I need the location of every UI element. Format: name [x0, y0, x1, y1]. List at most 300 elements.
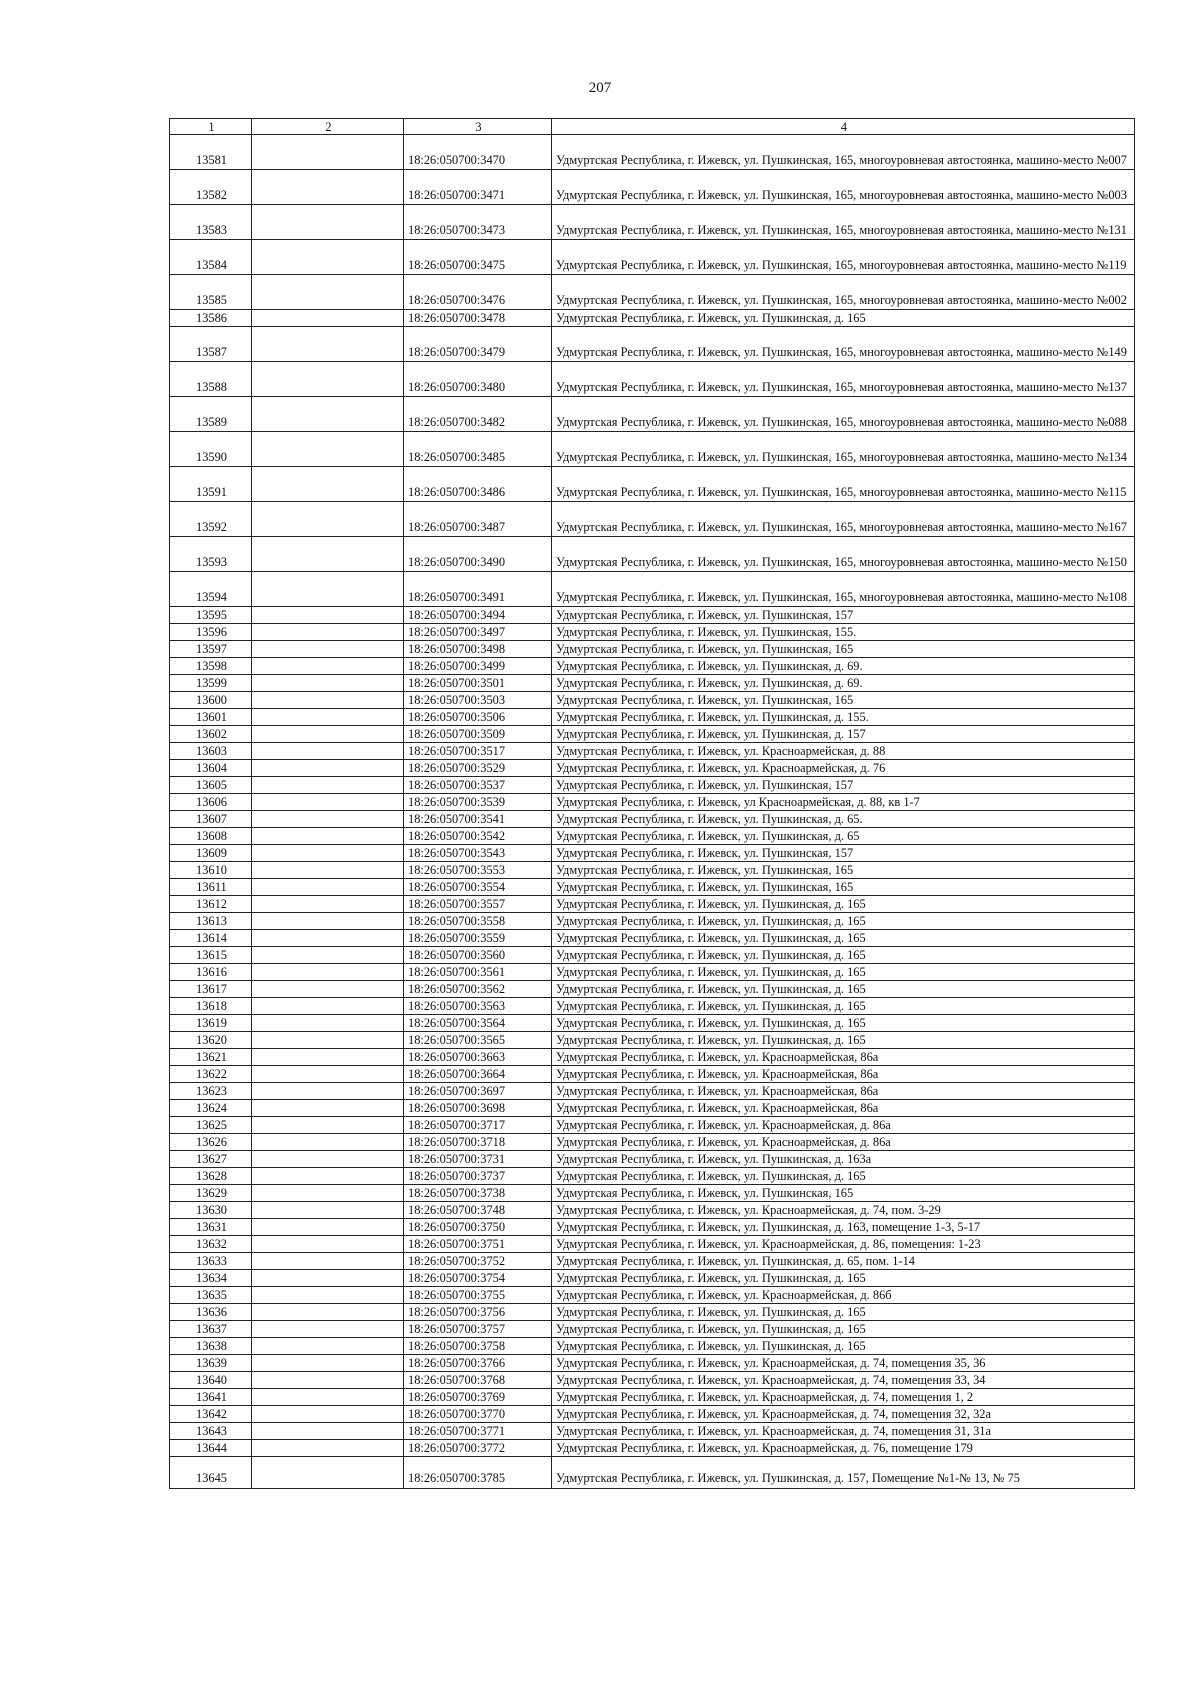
address-cell: Удмуртская Республика, г. Ижевск, ул. Пушкинская, 165, многоуровневая автостоянка, машино-место №149 [552, 327, 1135, 362]
table-row [170, 913, 1135, 930]
column-2-cell [252, 1406, 404, 1423]
address-cell: Удмуртская Республика, г. Ижевск, ул. Пушкинская, 165, многоуровневая автостоянка, машино-место №150 [552, 537, 1135, 572]
address-cell: Удмуртская Республика, г. Ижевск, ул. Красноармейская, д. 88 [552, 743, 1135, 760]
address-cell: Удмуртская Республика, г. Ижевск, ул. Пушкинская, д. 165 [552, 998, 1135, 1015]
page-number: 207 [588, 80, 612, 96]
cadastral-number-cell: 18:26:050700:3731 [404, 1151, 552, 1168]
row-number-cell: 13620 [170, 1032, 252, 1049]
address-cell: Удмуртская Республика, г. Ижевск, ул. Пушкинская, д. 165 [552, 1168, 1135, 1185]
table-row [170, 1304, 1135, 1321]
column-2-cell [252, 275, 404, 310]
cadastral-number-cell: 18:26:050700:3487 [404, 502, 552, 537]
column-2-cell [252, 432, 404, 467]
column-2-cell [252, 624, 404, 641]
table-row [170, 327, 1135, 362]
address-cell: Удмуртская Республика, г. Ижевск, ул. Красноармейская, 86а [552, 1083, 1135, 1100]
address-cell: Удмуртская Республика, г. Ижевск, ул. Пушкинская, д. 165 [552, 896, 1135, 913]
column-2-cell [252, 1134, 404, 1151]
table-row [170, 964, 1135, 981]
cadastral-number-cell: 18:26:050700:3564 [404, 1015, 552, 1032]
cadastral-number-cell: 18:26:050700:3541 [404, 811, 552, 828]
cadastral-number-cell: 18:26:050700:3503 [404, 692, 552, 709]
cadastral-number-cell: 18:26:050700:3563 [404, 998, 552, 1015]
table-row [170, 981, 1135, 998]
cadastral-number-cell: 18:26:050700:3748 [404, 1202, 552, 1219]
table-row [170, 170, 1135, 205]
column-2-cell [252, 1083, 404, 1100]
cadastral-number-cell: 18:26:050700:3558 [404, 913, 552, 930]
table-row [170, 692, 1135, 709]
address-cell: Удмуртская Республика, г. Ижевск, ул. Красноармейская, д. 74, помещения 33, 34 [552, 1372, 1135, 1389]
column-2-cell [252, 1440, 404, 1457]
cadastral-number-cell: 18:26:050700:3785 [404, 1457, 552, 1489]
address-cell: Удмуртская Республика, г. Ижевск, ул. Красноармейская, д. 76 [552, 760, 1135, 777]
table-row [170, 1355, 1135, 1372]
column-2-cell [252, 1202, 404, 1219]
row-number-cell: 13638 [170, 1338, 252, 1355]
address-cell: Удмуртская Республика, г. Ижевск, ул. Пушкинская, д. 163а [552, 1151, 1135, 1168]
address-cell: Удмуртская Республика, г. Ижевск, ул. Пушкинская, 165, многоуровневая автостоянка, машино-место №003 [552, 170, 1135, 205]
cadastral-number-cell: 18:26:050700:3768 [404, 1372, 552, 1389]
cadastral-number-cell: 18:26:050700:3565 [404, 1032, 552, 1049]
table-row [170, 1423, 1135, 1440]
table-row [170, 1372, 1135, 1389]
column-2-cell [252, 467, 404, 502]
column-2-cell [252, 205, 404, 240]
table-row [170, 397, 1135, 432]
address-cell: Удмуртская Республика, г. Ижевск, ул. Пушкинская, д. 165 [552, 1015, 1135, 1032]
cadastral-number-cell: 18:26:050700:3542 [404, 828, 552, 845]
row-number-cell: 13634 [170, 1270, 252, 1287]
address-cell: Удмуртская Республика, г. Ижевск, ул. Пушкинская, 165 [552, 641, 1135, 658]
row-number-cell: 13619 [170, 1015, 252, 1032]
table-row [170, 572, 1135, 607]
cadastral-number-cell: 18:26:050700:3561 [404, 964, 552, 981]
table-row [170, 777, 1135, 794]
row-number-cell: 13592 [170, 502, 252, 537]
table-row [170, 1151, 1135, 1168]
cadastral-number-cell: 18:26:050700:3751 [404, 1236, 552, 1253]
column-2-cell [252, 998, 404, 1015]
address-cell: Удмуртская Республика, г. Ижевск, ул. Пушкинская, 165, многоуровневая автостоянка, машино-место №167 [552, 502, 1135, 537]
column-2-cell [252, 862, 404, 879]
column-2-cell [252, 1151, 404, 1168]
column-2-cell [252, 981, 404, 998]
cadastral-number-cell: 18:26:050700:3501 [404, 675, 552, 692]
row-number-cell: 13617 [170, 981, 252, 998]
table-row [170, 641, 1135, 658]
table-row [170, 1032, 1135, 1049]
table-row [170, 828, 1135, 845]
address-cell: Удмуртская Республика, г. Ижевск, ул. Пушкинская, 165, многоуровневая автостоянка, машино-место №007 [552, 135, 1135, 170]
address-cell: Удмуртская Республика, г. Ижевск, ул. Пушкинская, д. 165 [552, 947, 1135, 964]
table-row [170, 811, 1135, 828]
cadastral-number-cell: 18:26:050700:3769 [404, 1389, 552, 1406]
row-number-cell: 13636 [170, 1304, 252, 1321]
address-cell: Удмуртская Республика, г. Ижевск, ул. Пушкинская, д. 157 [552, 726, 1135, 743]
address-cell: Удмуртская Республика, г. Ижевск, ул. Пушкинская, д. 165 [552, 1270, 1135, 1287]
cadastral-number-cell: 18:26:050700:3770 [404, 1406, 552, 1423]
cadastral-number-cell: 18:26:050700:3752 [404, 1253, 552, 1270]
address-cell: Удмуртская Республика, г. Ижевск, ул. Красноармейская, д. 74, помещения 1, 2 [552, 1389, 1135, 1406]
row-number-cell: 13603 [170, 743, 252, 760]
cadastral-number-cell: 18:26:050700:3491 [404, 572, 552, 607]
row-number-cell: 13608 [170, 828, 252, 845]
row-number-cell: 13584 [170, 240, 252, 275]
cadastral-number-cell: 18:26:050700:3473 [404, 205, 552, 240]
cadastral-number-cell: 18:26:050700:3509 [404, 726, 552, 743]
row-number-cell: 13591 [170, 467, 252, 502]
column-2-cell [252, 1049, 404, 1066]
column-2-cell [252, 310, 404, 327]
cadastral-number-cell: 18:26:050700:3476 [404, 275, 552, 310]
column-2-cell [252, 641, 404, 658]
table-row [170, 1457, 1135, 1489]
table-row [170, 1134, 1135, 1151]
row-number-cell: 13611 [170, 879, 252, 896]
address-cell: Удмуртская Республика, г. Ижевск, ул. Пушкинская, д. 165 [552, 930, 1135, 947]
column-2-cell [252, 964, 404, 981]
row-number-cell: 13599 [170, 675, 252, 692]
table-row [170, 1406, 1135, 1423]
column-2-cell [252, 327, 404, 362]
row-number-cell: 13612 [170, 896, 252, 913]
cadastral-number-cell: 18:26:050700:3757 [404, 1321, 552, 1338]
column-2-cell [252, 709, 404, 726]
address-cell: Удмуртская Республика, г. Ижевск, ул. Красноармейская, д. 86а [552, 1134, 1135, 1151]
row-number-cell: 13633 [170, 1253, 252, 1270]
row-number-cell: 13586 [170, 310, 252, 327]
column-2-cell [252, 397, 404, 432]
table-row [170, 1202, 1135, 1219]
row-number-cell: 13635 [170, 1287, 252, 1304]
row-number-cell: 13582 [170, 170, 252, 205]
address-cell: Удмуртская Республика, г. Ижевск, ул. Красноармейская, д. 86б [552, 1287, 1135, 1304]
table-row [170, 467, 1135, 502]
table-row [170, 879, 1135, 896]
table-row [170, 362, 1135, 397]
row-number-cell: 13623 [170, 1083, 252, 1100]
row-number-cell: 13610 [170, 862, 252, 879]
table-row [170, 1015, 1135, 1032]
row-number-cell: 13643 [170, 1423, 252, 1440]
row-number-cell: 13607 [170, 811, 252, 828]
address-cell: Удмуртская Республика, г. Ижевск, ул. Красноармейская, д. 74, помещения 35, 36 [552, 1355, 1135, 1372]
row-number-cell: 13644 [170, 1440, 252, 1457]
row-number-cell: 13627 [170, 1151, 252, 1168]
table-row [170, 1253, 1135, 1270]
cadastral-number-cell: 18:26:050700:3756 [404, 1304, 552, 1321]
address-cell: Удмуртская Республика, г. Ижевск, ул. Пушкинская, 165, многоуровневая автостоянка, машино-место №134 [552, 432, 1135, 467]
row-number-cell: 13628 [170, 1168, 252, 1185]
column-2-cell [252, 240, 404, 275]
cadastral-number-cell: 18:26:050700:3498 [404, 641, 552, 658]
address-cell: Удмуртская Республика, г. Ижевск, ул. Пушкинская, д. 165 [552, 964, 1135, 981]
row-number-cell: 13590 [170, 432, 252, 467]
row-number-cell: 13585 [170, 275, 252, 310]
cadastral-number-cell: 18:26:050700:3478 [404, 310, 552, 327]
row-number-cell: 13589 [170, 397, 252, 432]
cadastral-number-cell: 18:26:050700:3664 [404, 1066, 552, 1083]
address-cell: Удмуртская Республика, г. Ижевск, ул. Пушкинская, 165 [552, 1185, 1135, 1202]
row-number-cell: 13645 [170, 1457, 252, 1489]
address-cell: Удмуртская Республика, г. Ижевск, ул. Пушкинская, 155. [552, 624, 1135, 641]
column-2-cell [252, 913, 404, 930]
column-2-cell [252, 658, 404, 675]
address-cell: Удмуртская Республика, г. Ижевск, ул. Красноармейская, д. 76, помещение 179 [552, 1440, 1135, 1457]
row-number-cell: 13618 [170, 998, 252, 1015]
address-cell: Удмуртская Республика, г. Ижевск, ул. Пушкинская, 165 [552, 879, 1135, 896]
row-number-cell: 13631 [170, 1219, 252, 1236]
table-row [170, 240, 1135, 275]
address-cell: Удмуртская Республика, г. Ижевск, ул. Красноармейская, д. 74, помещения 32, 32а [552, 1406, 1135, 1423]
table-row [170, 1219, 1135, 1236]
address-cell: Удмуртская Республика, г. Ижевск, ул. Красноармейская, д. 74, помещения 31, 31а [552, 1423, 1135, 1440]
row-number-cell: 13622 [170, 1066, 252, 1083]
column-2-cell [252, 1236, 404, 1253]
column-2-cell [252, 811, 404, 828]
column-2-cell [252, 794, 404, 811]
row-number-cell: 13616 [170, 964, 252, 981]
table-row [170, 310, 1135, 327]
row-number-cell: 13583 [170, 205, 252, 240]
address-cell: Удмуртская Республика, г. Ижевск, ул. Пушкинская, д. 157, Помещение №1-№ 13, № 75 [552, 1457, 1135, 1489]
column-2-cell [252, 1270, 404, 1287]
table-row [170, 1083, 1135, 1100]
column-2-cell [252, 1389, 404, 1406]
column-2-cell [252, 1304, 404, 1321]
address-cell: Удмуртская Республика, г. Ижевск, ул. Пушкинская, д. 65, пом. 1-14 [552, 1253, 1135, 1270]
column-2-cell [252, 1287, 404, 1304]
address-cell: Удмуртская Республика, г. Ижевск, ул. Пушкинская, д. 155. [552, 709, 1135, 726]
table-row [170, 537, 1135, 572]
cadastral-number-cell: 18:26:050700:3560 [404, 947, 552, 964]
table-row [170, 947, 1135, 964]
cadastral-number-cell: 18:26:050700:3697 [404, 1083, 552, 1100]
cadastral-number-cell: 18:26:050700:3490 [404, 537, 552, 572]
address-cell: Удмуртская Республика, г. Ижевск, ул. Пушкинская, д. 165 [552, 1321, 1135, 1338]
table-row [170, 1270, 1135, 1287]
table-row [170, 845, 1135, 862]
column-2-cell [252, 502, 404, 537]
address-cell: Удмуртская Республика, г. Ижевск, ул. Красноармейская, 86а [552, 1100, 1135, 1117]
column-2-cell [252, 1338, 404, 1355]
column-2-cell [252, 896, 404, 913]
cadastral-number-cell: 18:26:050700:3772 [404, 1440, 552, 1457]
table-row [170, 1100, 1135, 1117]
column-2-cell [252, 1372, 404, 1389]
column-2-cell [252, 777, 404, 794]
table-row [170, 432, 1135, 467]
register-table [169, 118, 1135, 1489]
column-2-cell [252, 362, 404, 397]
address-cell: Удмуртская Республика, г. Ижевск, ул Красноармейская, д. 88, кв 1-7 [552, 794, 1135, 811]
cadastral-number-cell: 18:26:050700:3529 [404, 760, 552, 777]
row-number-cell: 13625 [170, 1117, 252, 1134]
row-number-cell: 13600 [170, 692, 252, 709]
column-2-cell [252, 743, 404, 760]
address-cell: Удмуртская Республика, г. Ижевск, ул. Пушкинская, д. 165 [552, 1032, 1135, 1049]
table-row [170, 1066, 1135, 1083]
column-2-cell [252, 1185, 404, 1202]
table-row [170, 135, 1135, 170]
cadastral-number-cell: 18:26:050700:3506 [404, 709, 552, 726]
row-number-cell: 13595 [170, 607, 252, 624]
column-2-cell [252, 675, 404, 692]
row-number-cell: 13581 [170, 135, 252, 170]
column-2-cell [252, 135, 404, 170]
column-2-cell [252, 879, 404, 896]
cadastral-number-cell: 18:26:050700:3559 [404, 930, 552, 947]
cadastral-number-cell: 18:26:050700:3718 [404, 1134, 552, 1151]
row-number-cell: 13606 [170, 794, 252, 811]
address-cell: Удмуртская Республика, г. Ижевск, ул. Красноармейская, 86а [552, 1066, 1135, 1083]
column-2-cell [252, 726, 404, 743]
table-row [170, 896, 1135, 913]
header-row [170, 119, 1135, 135]
address-cell: Удмуртская Республика, г. Ижевск, ул. Пушкинская, д. 69. [552, 658, 1135, 675]
cadastral-number-cell: 18:26:050700:3562 [404, 981, 552, 998]
column-2-cell [252, 692, 404, 709]
address-cell: Удмуртская Республика, г. Ижевск, ул. Пушкинская, 165, многоуровневая автостоянка, машино-место №131 [552, 205, 1135, 240]
cadastral-number-cell: 18:26:050700:3717 [404, 1117, 552, 1134]
table-row [170, 624, 1135, 641]
address-cell: Удмуртская Республика, г. Ижевск, ул. Красноармейская, 86а [552, 1049, 1135, 1066]
row-number-cell: 13594 [170, 572, 252, 607]
row-number-cell: 13615 [170, 947, 252, 964]
table-row [170, 675, 1135, 692]
row-number-cell: 13605 [170, 777, 252, 794]
table-row [170, 794, 1135, 811]
column-2-cell [252, 537, 404, 572]
table-row [170, 862, 1135, 879]
table-row [170, 930, 1135, 947]
cadastral-number-cell: 18:26:050700:3497 [404, 624, 552, 641]
table-row [170, 502, 1135, 537]
column-2-cell [252, 1032, 404, 1049]
cadastral-number-cell: 18:26:050700:3750 [404, 1219, 552, 1236]
table-row [170, 726, 1135, 743]
address-cell: Удмуртская Республика, г. Ижевск, ул. Пушкинская, д. 165 [552, 310, 1135, 327]
row-number-cell: 13598 [170, 658, 252, 675]
cadastral-number-cell: 18:26:050700:3766 [404, 1355, 552, 1372]
address-cell: Удмуртская Республика, г. Ижевск, ул. Пушкинская, 165, многоуровневая автостоянка, машино-место №108 [552, 572, 1135, 607]
row-number-cell: 13588 [170, 362, 252, 397]
cadastral-number-cell: 18:26:050700:3499 [404, 658, 552, 675]
cadastral-number-cell: 18:26:050700:3517 [404, 743, 552, 760]
column-2-cell [252, 1457, 404, 1489]
cadastral-number-cell: 18:26:050700:3482 [404, 397, 552, 432]
column-2-cell [252, 572, 404, 607]
cadastral-number-cell: 18:26:050700:3698 [404, 1100, 552, 1117]
row-number-cell: 13597 [170, 641, 252, 658]
row-number-cell: 13587 [170, 327, 252, 362]
row-number-cell: 13629 [170, 1185, 252, 1202]
cadastral-number-cell: 18:26:050700:3480 [404, 362, 552, 397]
table-row [170, 998, 1135, 1015]
column-2-cell [252, 1253, 404, 1270]
table-row [170, 1185, 1135, 1202]
address-cell: Удмуртская Республика, г. Ижевск, ул. Пушкинская, д. 165 [552, 1304, 1135, 1321]
column-2-cell [252, 1219, 404, 1236]
table-row [170, 1440, 1135, 1457]
column-2-cell [252, 1100, 404, 1117]
table-row [170, 1287, 1135, 1304]
address-cell: Удмуртская Республика, г. Ижевск, ул. Пушкинская, 165, многоуровневая автостоянка, машино-место №137 [552, 362, 1135, 397]
cadastral-number-cell: 18:26:050700:3754 [404, 1270, 552, 1287]
address-cell: Удмуртская Республика, г. Ижевск, ул. Пушкинская, 165, многоуровневая автостоянка, машино-место №002 [552, 275, 1135, 310]
table-row [170, 1389, 1135, 1406]
address-cell: Удмуртская Республика, г. Ижевск, ул. Пушкинская, 165 [552, 692, 1135, 709]
address-cell: Удмуртская Республика, г. Ижевск, ул. Пушкинская, 165, многоуровневая автостоянка, машино-место №088 [552, 397, 1135, 432]
address-cell: Удмуртская Республика, г. Ижевск, ул. Пушкинская, 157 [552, 845, 1135, 862]
column-2-cell [252, 1355, 404, 1372]
cadastral-number-cell: 18:26:050700:3557 [404, 896, 552, 913]
column-2-cell [252, 1168, 404, 1185]
cadastral-number-cell: 18:26:050700:3494 [404, 607, 552, 624]
address-cell: Удмуртская Республика, г. Ижевск, ул. Красноармейская, д. 74, пом. 3-29 [552, 1202, 1135, 1219]
column-2-cell [252, 760, 404, 777]
address-cell: Удмуртская Республика, г. Ижевск, ул. Пушкинская, д. 165 [552, 1338, 1135, 1355]
row-number-cell: 13596 [170, 624, 252, 641]
address-cell: Удмуртская Республика, г. Ижевск, ул. Пушкинская, 165, многоуровневая автостоянка, машино-место №115 [552, 467, 1135, 502]
row-number-cell: 13602 [170, 726, 252, 743]
row-number-cell: 13640 [170, 1372, 252, 1389]
table-row [170, 760, 1135, 777]
header-col-3: 3 [404, 119, 552, 135]
address-cell: Удмуртская Республика, г. Ижевск, ул. Пушкинская, д. 65 [552, 828, 1135, 845]
cadastral-number-cell: 18:26:050700:3475 [404, 240, 552, 275]
address-cell: Удмуртская Республика, г. Ижевск, ул. Пушкинская, д. 65. [552, 811, 1135, 828]
cadastral-number-cell: 18:26:050700:3543 [404, 845, 552, 862]
row-number-cell: 13641 [170, 1389, 252, 1406]
column-2-cell [252, 1066, 404, 1083]
column-2-cell [252, 170, 404, 205]
column-2-cell [252, 828, 404, 845]
table-row [170, 607, 1135, 624]
cadastral-number-cell: 18:26:050700:3471 [404, 170, 552, 205]
cadastral-number-cell: 18:26:050700:3553 [404, 862, 552, 879]
column-2-cell [252, 947, 404, 964]
address-cell: Удмуртская Республика, г. Ижевск, ул. Пушкинская, 157 [552, 607, 1135, 624]
column-2-cell [252, 1321, 404, 1338]
row-number-cell: 13637 [170, 1321, 252, 1338]
address-cell: Удмуртская Республика, г. Ижевск, ул. Пушкинская, д. 69. [552, 675, 1135, 692]
row-number-cell: 13601 [170, 709, 252, 726]
address-cell: Удмуртская Республика, г. Ижевск, ул. Пушкинская, 157 [552, 777, 1135, 794]
table-row [170, 1236, 1135, 1253]
column-2-cell [252, 1117, 404, 1134]
column-2-cell [252, 845, 404, 862]
row-number-cell: 13630 [170, 1202, 252, 1219]
row-number-cell: 13613 [170, 913, 252, 930]
cadastral-number-cell: 18:26:050700:3479 [404, 327, 552, 362]
column-2-cell [252, 1423, 404, 1440]
address-cell: Удмуртская Республика, г. Ижевск, ул. Пушкинская, д. 163, помещение 1-3, 5-17 [552, 1219, 1135, 1236]
table-row [170, 1117, 1135, 1134]
header-col-4: 4 [552, 119, 1135, 135]
row-number-cell: 13604 [170, 760, 252, 777]
table-row [170, 743, 1135, 760]
row-number-cell: 13593 [170, 537, 252, 572]
table-row [170, 1049, 1135, 1066]
cadastral-number-cell: 18:26:050700:3663 [404, 1049, 552, 1066]
column-2-cell [252, 930, 404, 947]
cadastral-number-cell: 18:26:050700:3771 [404, 1423, 552, 1440]
column-2-cell [252, 607, 404, 624]
cadastral-number-cell: 18:26:050700:3470 [404, 135, 552, 170]
cadastral-number-cell: 18:26:050700:3537 [404, 777, 552, 794]
